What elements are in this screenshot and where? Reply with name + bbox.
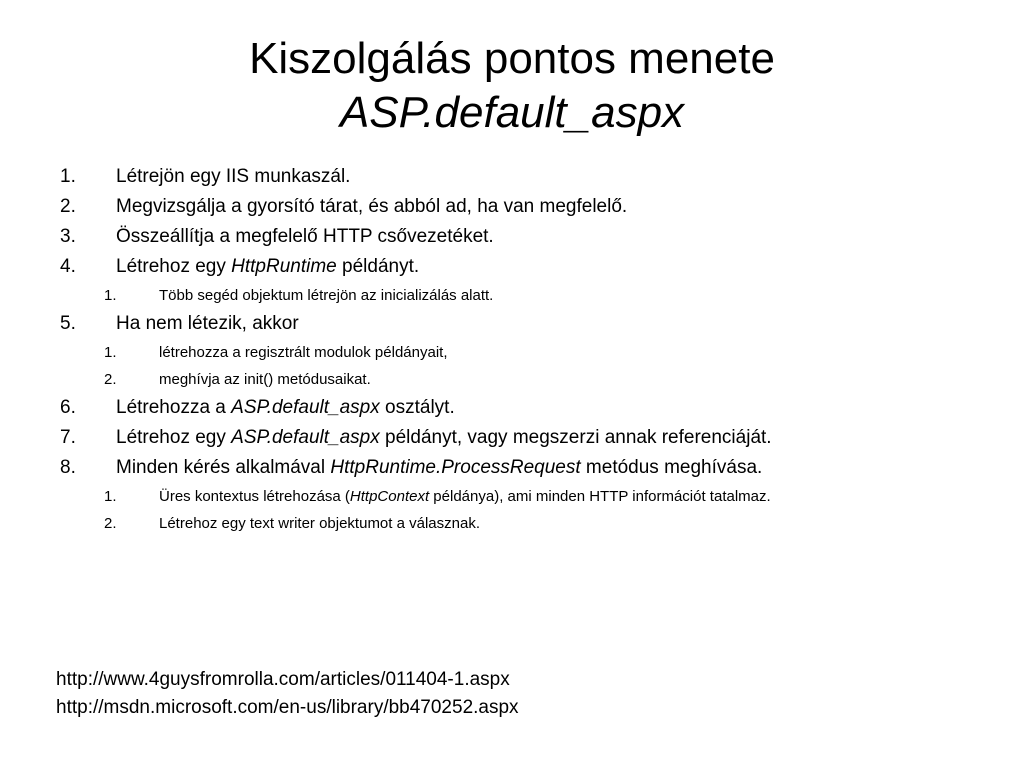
title-line-2: ASP.default_aspx (339, 88, 685, 137)
reference-link[interactable]: http://msdn.microsoft.com/en-us/library/bb470252.aspx (56, 697, 519, 718)
item-number: 2. (60, 196, 76, 217)
item-number: 6. (60, 397, 76, 418)
item-text: Ha nem létezik, akkor (116, 313, 299, 334)
item-number: 2. (104, 371, 117, 388)
sub-list-item (56, 282, 996, 309)
item-number: 5. (60, 313, 76, 334)
item-text: Létrejön egy IIS munkaszál. (116, 166, 351, 187)
item-text: létrehozza a regisztrált modulok példányait, (159, 344, 448, 361)
item-text: Létrehoz egy text writer objektumot a válasznak. (159, 515, 480, 532)
sub-list-item (56, 339, 996, 366)
list-item (56, 222, 996, 252)
item-number: 1. (104, 488, 117, 505)
list-item (56, 453, 996, 483)
list-item (56, 252, 996, 282)
title-line-1: Kiszolgálás pontos menete (249, 34, 775, 83)
list-item (56, 309, 996, 339)
item-number: 4. (60, 256, 76, 277)
reference-links (56, 666, 519, 722)
slide-title (0, 32, 1024, 140)
item-number: 1. (104, 287, 117, 304)
item-text: Létrehoz egy HttpRuntime példányt. (116, 256, 420, 277)
steps-list (56, 162, 996, 537)
item-number: 3. (60, 226, 76, 247)
item-text: Több segéd objektum létrejön az inicializálás alatt. (159, 287, 494, 304)
item-number: 1. (104, 344, 117, 361)
sub-list-item (56, 366, 996, 393)
item-text: Megvizsgálja a gyorsító tárat, és abból ad, ha van megfelelő. (116, 196, 628, 217)
item-number: 8. (60, 457, 76, 478)
list-item (56, 162, 996, 192)
list-item (56, 423, 996, 453)
item-text: Létrehozza a ASP.default_aspx osztályt. (116, 397, 455, 418)
item-number: 2. (104, 515, 117, 532)
list-item (56, 393, 996, 423)
item-text: meghívja az init() metódusaikat. (159, 371, 371, 388)
item-number: 7. (60, 427, 76, 448)
sub-list-item (56, 483, 996, 510)
reference-link[interactable]: http://www.4guysfromrolla.com/articles/011404-1.aspx (56, 669, 510, 690)
item-number: 1. (60, 166, 76, 187)
item-text: Létrehoz egy ASP.default_aspx példányt, vagy megszerzi annak referenciáját. (116, 427, 772, 448)
list-item (56, 192, 996, 222)
item-text: Összeállítja a megfelelő HTTP csővezetéket. (116, 226, 494, 247)
sub-list-item (56, 510, 996, 537)
item-text: Üres kontextus létrehozása (HttpContext példánya), ami minden HTTP információt tatalmaz. (159, 488, 771, 505)
item-text: Minden kérés alkalmával HttpRuntime.ProcessRequest metódus meghívása. (116, 457, 763, 478)
